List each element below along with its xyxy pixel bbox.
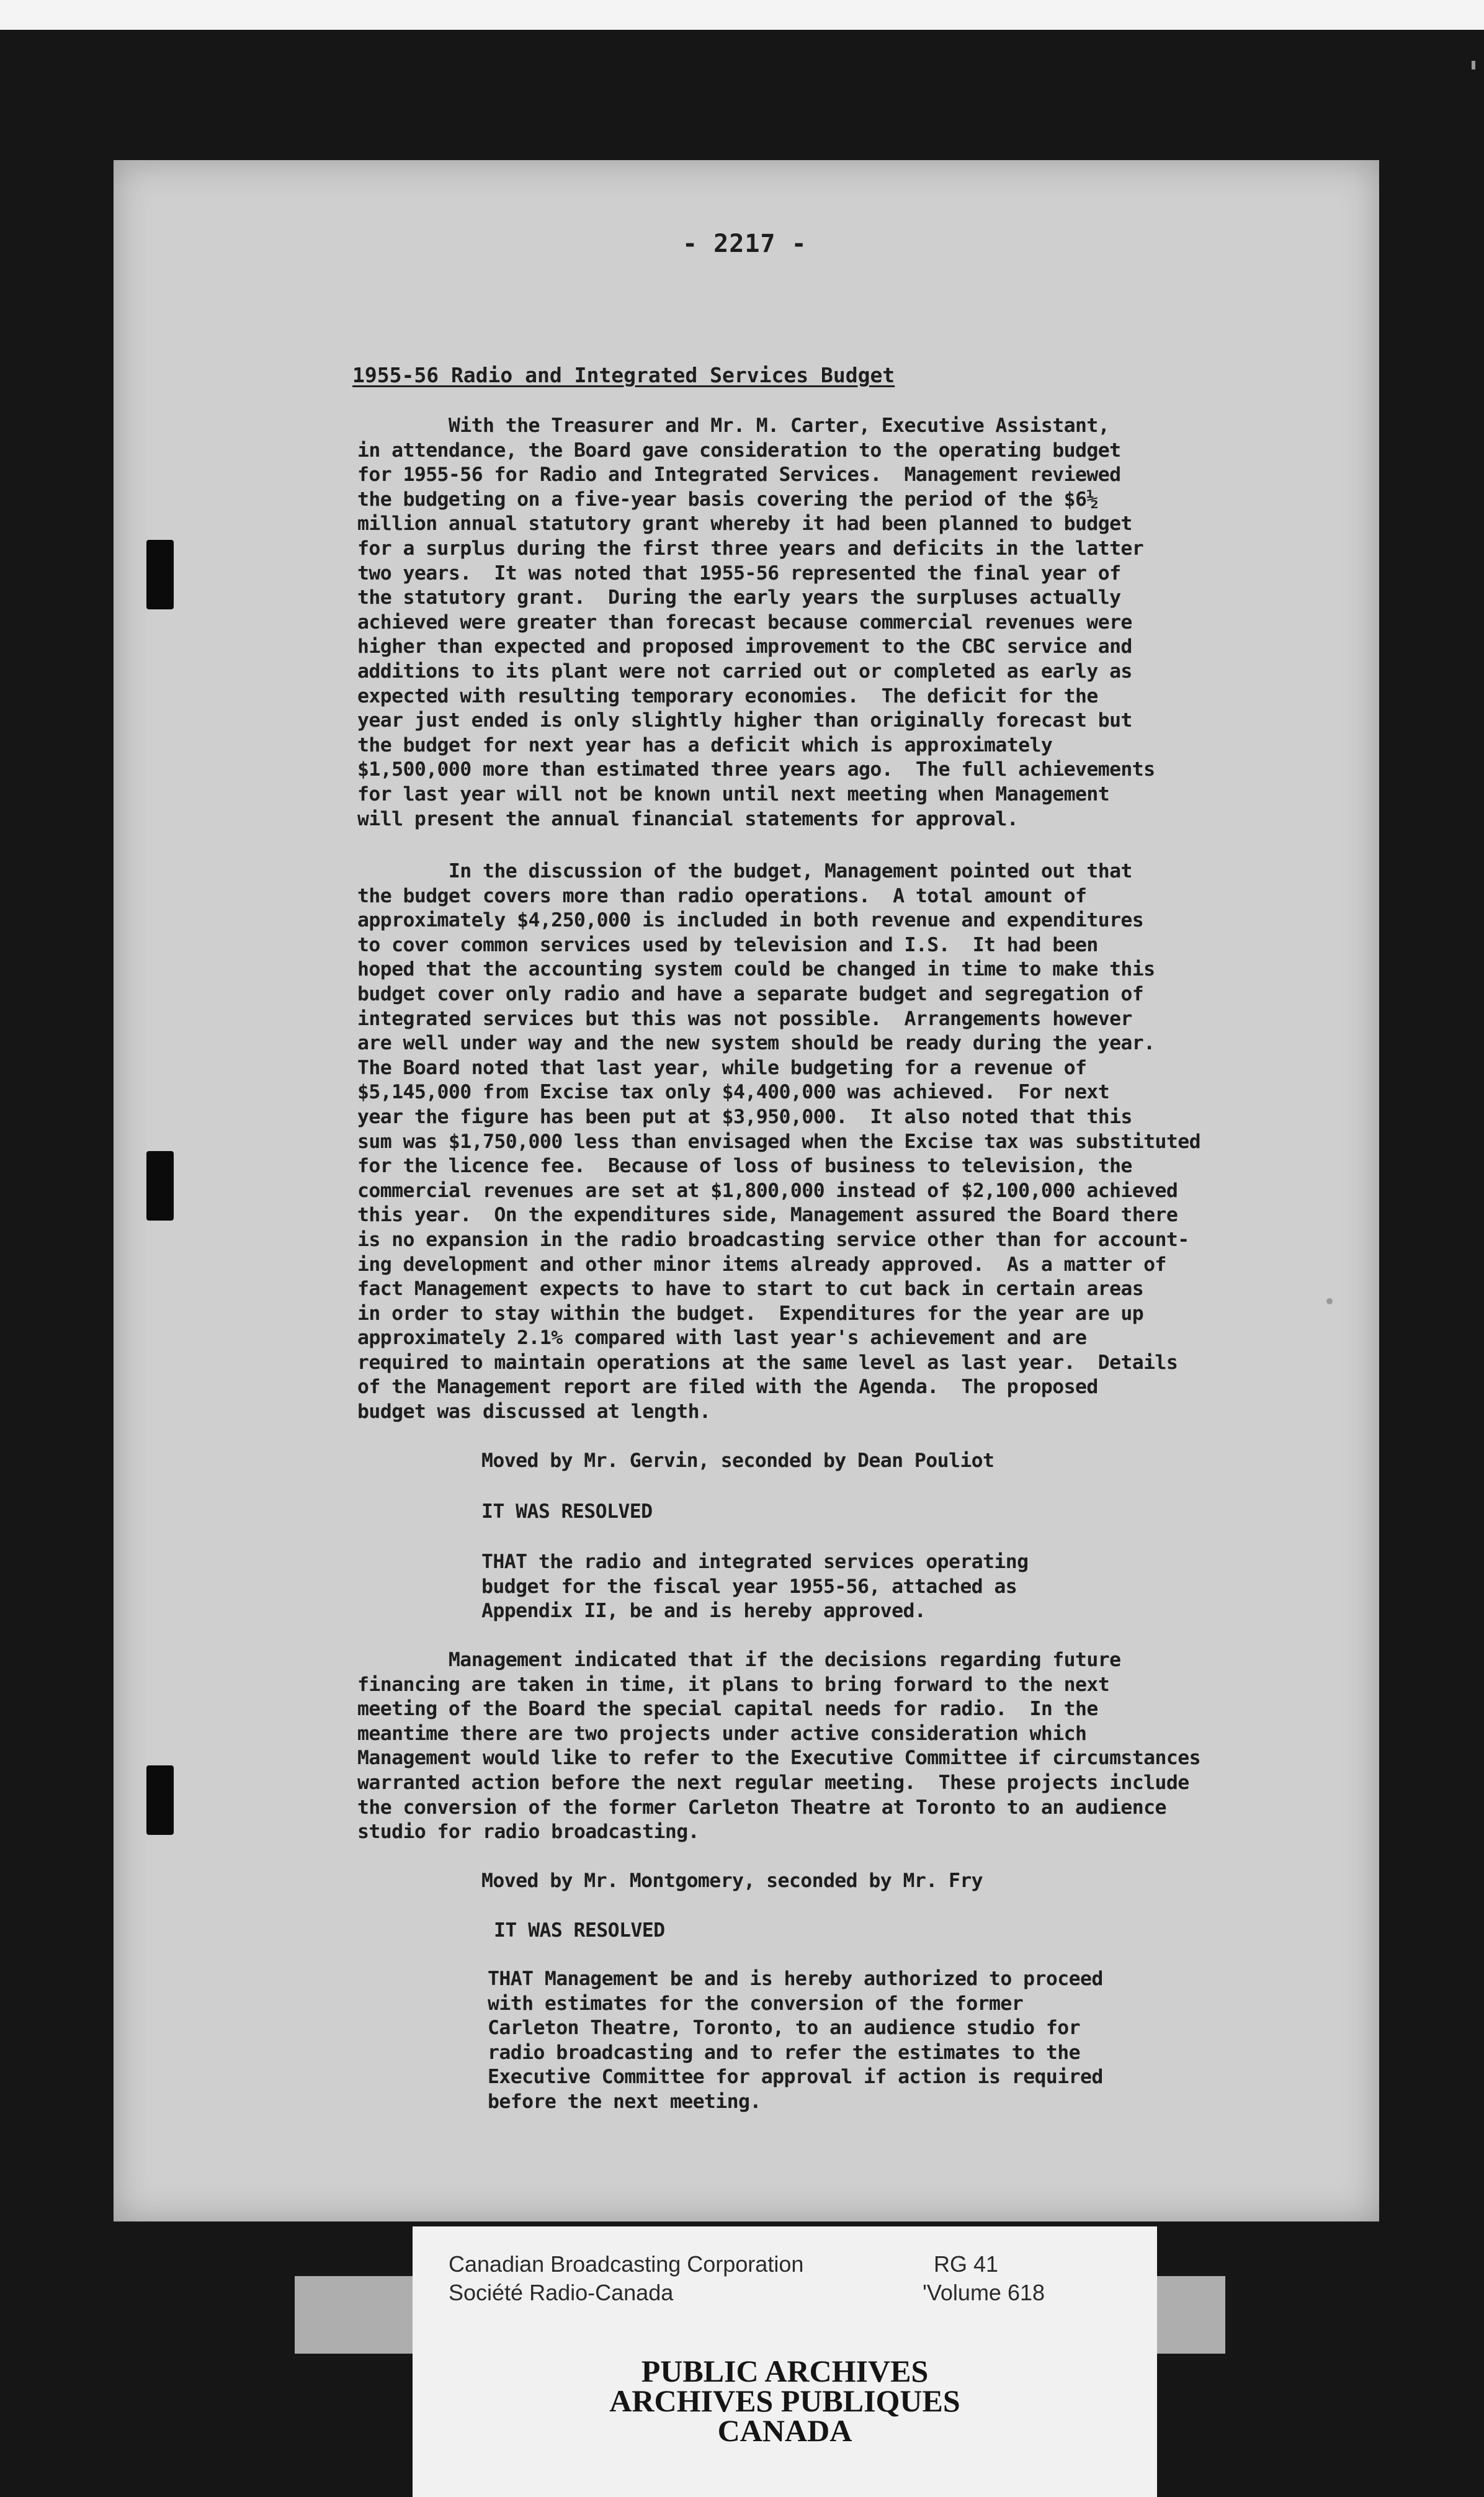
resolution-heading-1: IT WAS RESOLVED (481, 1500, 653, 1523)
binder-hole-middle (146, 1151, 174, 1221)
label-volume: 'Volume 618 (923, 2280, 1045, 2305)
motion-line-1: Moved by Mr. Gervin, seconded by Dean Pouliot (481, 1450, 995, 1472)
scan-speck (1472, 61, 1475, 69)
binder-hole-top (146, 540, 174, 609)
public-archives-stamp (413, 2351, 1157, 2497)
resolution-text-1: THAT the radio and integrated services operating budget for the fiscal year 1955-56, attached as Appendix II, be and is hereby approved. (481, 1551, 1029, 1623)
page-number: - 2217 - (682, 230, 807, 258)
paragraph-budget-discussion: In the discussion of the budget, Management pointed out that the budget covers more than radio operations. A total amount of approximately $4,250,000 is included in both revenue and expenditures to cover common services used by television and I.S. It had been hoped that the accounting system could be changed in time to make this budget cover only radio and have a separate budget and segregation of integrated services but this was not possible. Arrangements however are well under way and the new system should be ready during the year. The Board noted that last year, while budgeting for a revenue of $5,145,000 from Excise tax only $4,400,000 was achieved. For next year the figure has been put at $3,950,000. It also noted that this sum was $1,750,000 less than envisaged when the Excise tax was substituted for the licence fee. Because of loss of business to television, the commercial revenues are set at $1,800,000 instead of $2,100,000 achieved this year. On the expenditures side, Management assured the Board there is no expansion in the radio broadcasting service other than for account- ing development and other minor items already approved. As a matter of fact Management expects to have to start to cut back in certain areas in order to stay within the budget. Expenditures for the year are up approximately 2.1% compared with last year's achievement and are required to maintain operations at the same level as last year. Details of the Management report are filed with the Agenda. The proposed budget was discussed at length. (357, 860, 1200, 1423)
resolution-text-2: THAT Management be and is hereby authorized to proceed with estimates for the conversion of the former Carleton Theatre, Toronto, to an audience studio for radio broadcasting and to refer the estimates to the Executive Committee for approval if action is required before the next meeting. (488, 1968, 1103, 2113)
section-heading: 1955-56 Radio and Integrated Services Budget (352, 363, 895, 387)
stamp-line-french: ARCHIVES PUBLIQUES (609, 2383, 960, 2418)
stamp-line-english: PUBLIC ARCHIVES (641, 2354, 929, 2388)
archive-reference-label (413, 2226, 1157, 2351)
motion-line-2: Moved by Mr. Montgomery, seconded by Mr. Fry (481, 1870, 983, 1892)
label-org-english: Canadian Broadcasting Corporation (449, 2251, 804, 2277)
label-record-group: RG 41 (934, 2251, 999, 2277)
resolution-heading-2: IT WAS RESOLVED (494, 1919, 665, 1942)
paragraph-capital-needs: Management indicated that if the decisions regarding future financing are taken in time, it plans to bring forward to the next meeting of the Board the special capital needs for radio. In the meantime there are two projects under active consideration which Management would like to refer to the Executive Committee if circumstances warranted action before the next regular meeting. These projects include the conversion of the former Carleton Theatre at Toronto to an audience studio for radio broadcasting. (357, 1649, 1200, 1844)
paragraph-budget-review: With the Treasurer and Mr. M. Carter, Executive Assistant, in attendance, the Board gave consideration to the operating budget for 1955-56 for Radio and Integrated Services. Management reviewed the budgeting on a five-year basis covering the period of the $6½ million annual statutory grant whereby it had been planned to budget for a surplus during the first three years and deficits in the latter two years. It was noted that 1955-56 represented the final year of the statutory grant. During the early years the surpluses actually achieved were greater than forecast because commercial revenues were higher than expected and proposed improvement to the CBC service and additions to its plant were not carried out or completed as early as expected with resulting temporary economies. The deficit for the year just ended is only slightly higher than originally forecast but the budget for next year has a deficit which is approximately $1,500,000 more than estimated three years ago. The full achievements for last year will not be known until next meeting when Management will present the annual financial statements for approval. (357, 415, 1155, 830)
scan-speck (1326, 1298, 1333, 1304)
stamp-line-country: CANADA (717, 2413, 852, 2448)
label-org-french: Société Radio-Canada (449, 2280, 674, 2305)
binder-hole-bottom (146, 1765, 174, 1835)
scan-top-border (0, 0, 1484, 30)
